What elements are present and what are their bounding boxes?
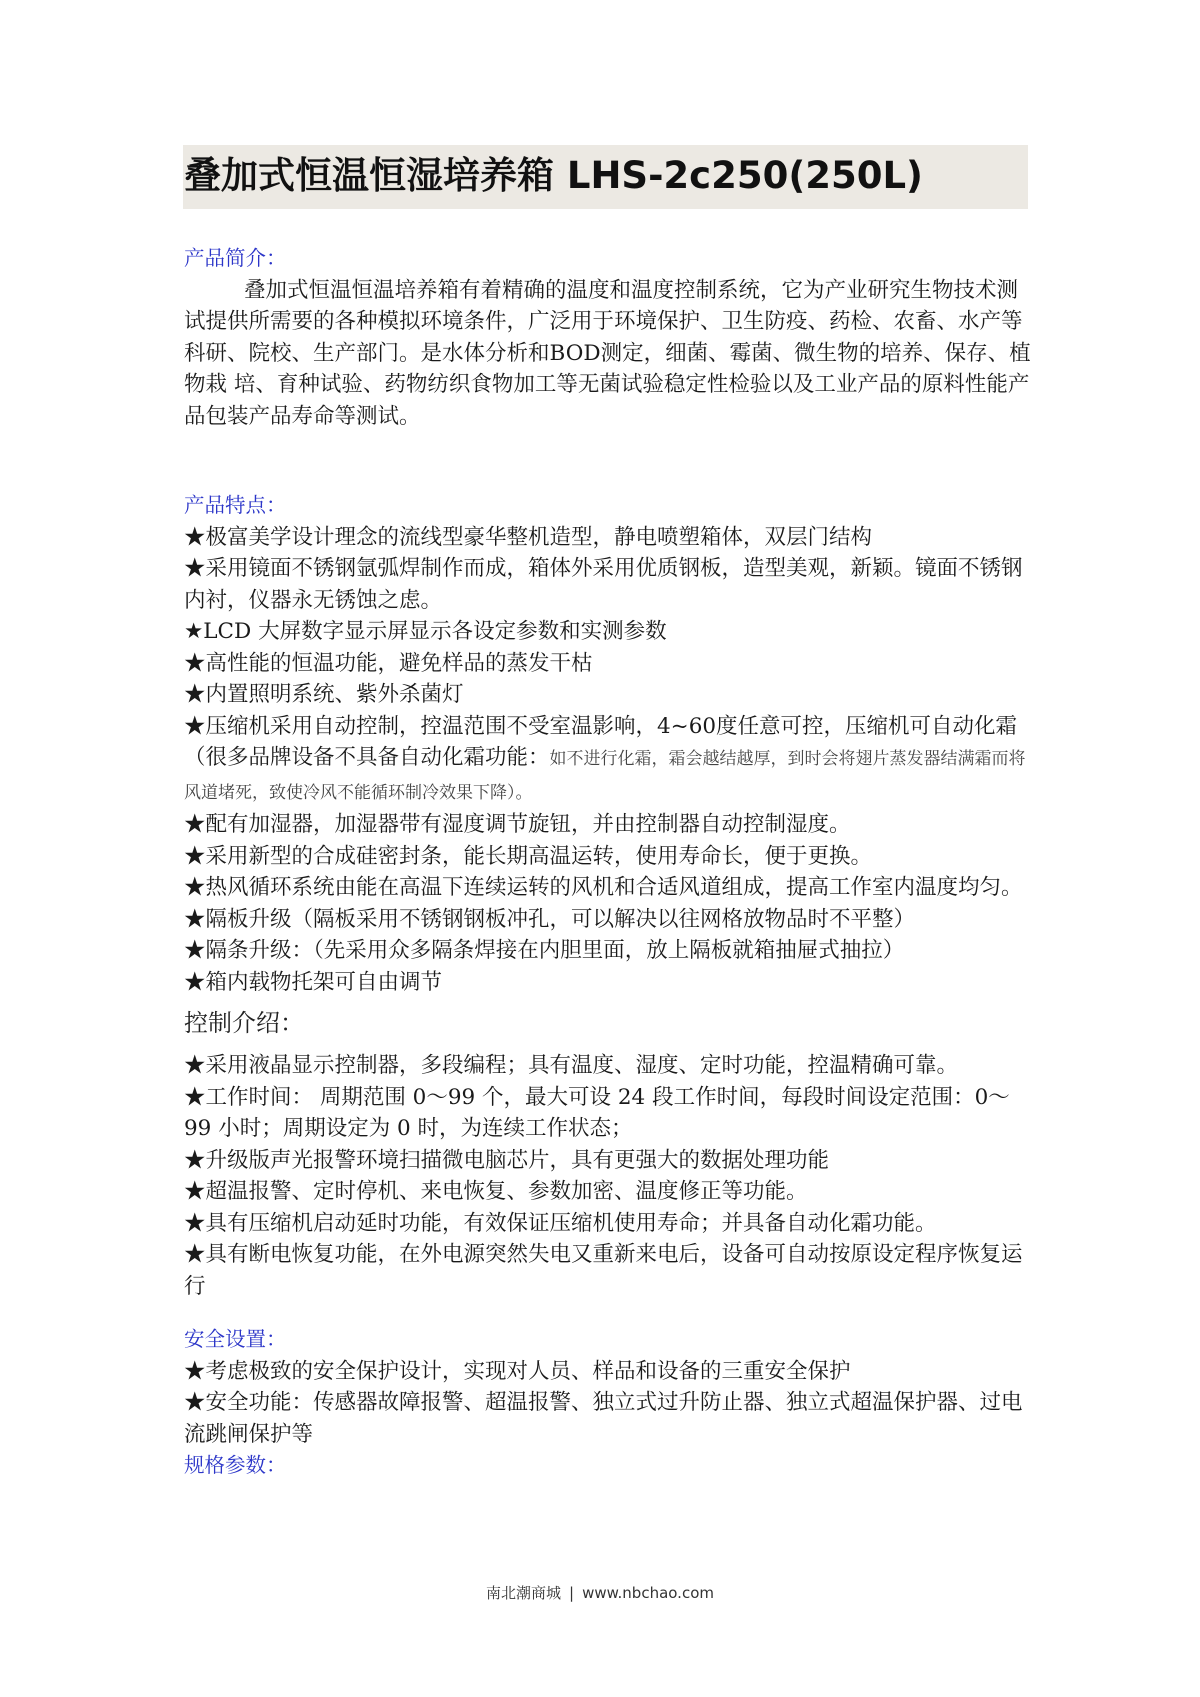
- control-list: [184, 1050, 1034, 1302]
- list-item: ★内置照明系统、紫外杀菌灯: [184, 682, 464, 707]
- list-item: ★考虑极致的安全保护设计，实现对人员、样品和设备的三重安全保护: [184, 1358, 851, 1384]
- list-item: ★极富美学设计理念的流线型豪华整机造型，静电喷塑箱体，双层门结构: [184, 524, 873, 550]
- intro-paragraph: 叠加式恒温恒温培养箱有着精确的温度和温度控制系统，它为产业研究生物技术测试提供所需要的各种模拟环境条件，广泛用于环境保护、卫生防疫、药检、农畜、水产等科研、院校、生产部门。是水体分析和BOD测定，细菌、霉菌、微生物的培养、保存、植物栽 培、育种试验、药物纺织食物加工等无菌试验稳定性检验以及工业产品的原料性能产品包装产品寿命等测试。: [184, 277, 1031, 429]
- list-item: ★采用新型的合成硅密封条，能长期高温运转，使用寿命长，便于更换。: [184, 843, 873, 869]
- document-body: [184, 243, 1034, 1482]
- compressor-text: ★压缩机采用自动控制，控温范围不受室温影响，4~60度任意可控，压缩机可自动化霜（很多品牌设备不具备自动化霜功能：: [184, 713, 1018, 770]
- list-item: ★具有压缩机启动延时功能，有效保证压缩机使用寿命；并具备自动化霜功能。: [184, 1210, 937, 1236]
- list-item: ★工作时间： 周期范围 0～99 个，最大可设 24 段工作时间，每段时间设定范围：0～99 小时；周期设定为 0 时，为连续工作状态；: [184, 1084, 1010, 1141]
- control-heading: 控制介绍：: [184, 1009, 304, 1037]
- list-item: ★高性能的恒温功能，避免样品的蒸发干枯: [184, 650, 593, 676]
- page-footer: [0, 1582, 1200, 1603]
- list-item: ★配有加湿器，加湿器带有湿度调节旋钮，并由控制器自动控制湿度。: [184, 812, 851, 837]
- list-item: ★隔条升级：（先采用众多隔条焊接在内胆里面，放上隔板就箱抽屉式抽拉）: [184, 938, 905, 963]
- specs-heading: 规格参数：: [184, 1453, 287, 1477]
- list-item: ★采用液晶显示控制器，多段编程；具有温度、湿度、定时功能，控温精确可靠。: [184, 1053, 959, 1078]
- list-item: ★超温报警、定时停机、来电恢复、参数加密、温度修正等功能。: [184, 1179, 808, 1204]
- list-item: ★升级版声光报警环境扫描微电脑芯片，具有更强大的数据处理功能: [184, 1147, 830, 1173]
- list-item: ★隔板升级（隔板采用不锈钢钢板冲孔，可以解决以往网格放物品时不平整）: [184, 906, 916, 932]
- list-item: ★箱内载物托架可自由调节: [184, 969, 443, 995]
- footer-site-name: 南北潮商城: [486, 1584, 562, 1602]
- safety-heading: 安全设置：: [184, 1327, 287, 1351]
- list-item: ★LCD 大屏数字显示屏显示各设定参数和实测参数: [184, 619, 667, 644]
- features-heading: 产品特点：: [184, 493, 287, 517]
- footer-url[interactable]: www.nbchao.com: [582, 1584, 714, 1602]
- page-title: 叠加式恒温恒湿培养箱 LHS-2c250(250L): [184, 154, 923, 197]
- list-item: ★具有断电恢复功能，在外电源突然失电又重新来电后，设备可自动按原设定程序恢复运行: [184, 1242, 1023, 1299]
- safety-list: [184, 1356, 1034, 1451]
- list-item-compressor: [184, 711, 1034, 810]
- list-item: ★安全功能：传感器故障报警、超温报警、独立式过升防止器、独立式超温保护器、过电流跳闸保护等: [184, 1390, 1023, 1447]
- compressor-note: 如不进行化霜，霜会越结越厚，到时会将翅片蒸发器结满霜而将风道堵死，致使冷风不能循环制冷效果下降）。: [184, 749, 1026, 803]
- features-list: [184, 522, 1034, 999]
- list-item: ★热风循环系统由能在高温下连续运转的风机和合适风道组成，提高工作室内温度均匀。: [184, 875, 1023, 900]
- intro-heading: 产品简介：: [184, 246, 287, 270]
- footer-separator: |: [569, 1584, 575, 1602]
- list-item: ★采用镜面不锈钢氩弧焊制作而成，箱体外采用优质钢板，造型美观，新颖。镜面不锈钢内衬，仪器永无锈蚀之虑。: [184, 556, 1023, 613]
